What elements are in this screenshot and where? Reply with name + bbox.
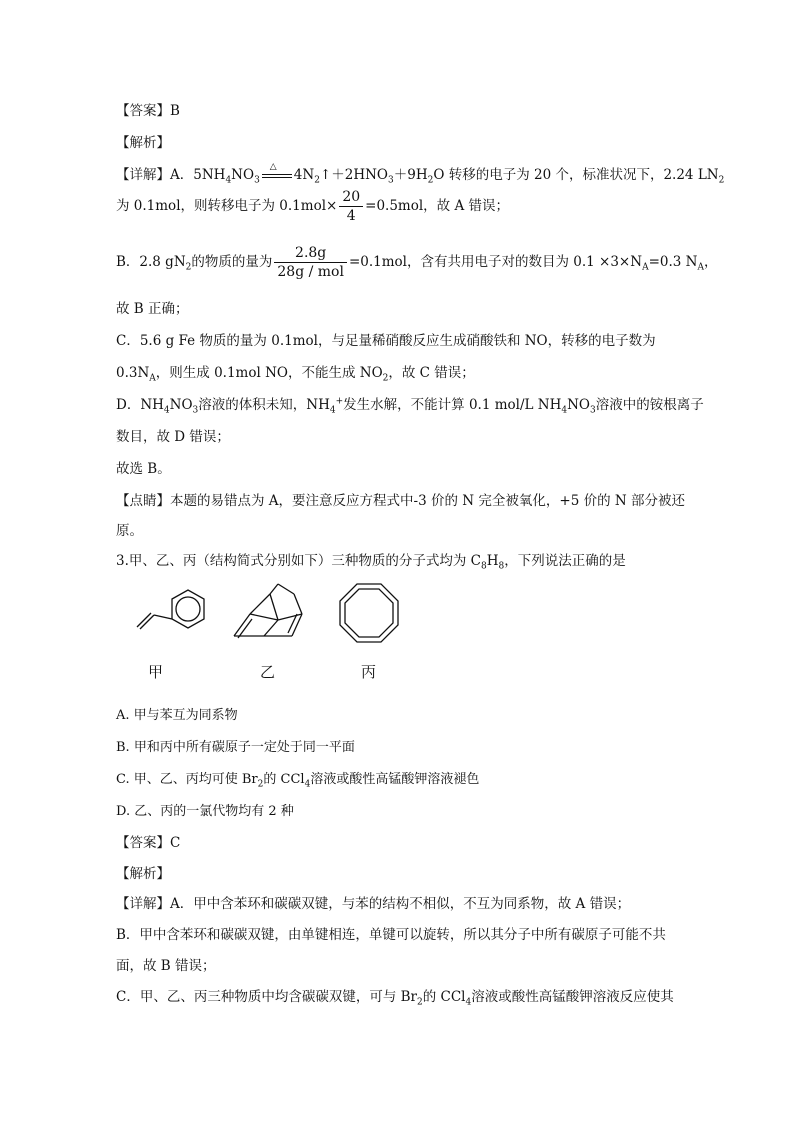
question-3-stem [116, 551, 626, 571]
text: H [486, 553, 499, 569]
text: 为 0.1mol，则转移电子为 0.1mol× [116, 198, 338, 214]
bond [270, 594, 278, 620]
option-d: D. 乙、丙的一氯代物均有 2 种 [116, 804, 294, 819]
text: A．甲中含苯环和碳碳双键，与苯的结构不相似，不互为同系物，故 A 错误； [170, 896, 631, 912]
text: 0.3N [116, 365, 150, 381]
fraction [274, 244, 347, 281]
q3-detail-c [116, 987, 674, 1007]
bond [278, 584, 294, 594]
detail-a-line2 [116, 188, 509, 225]
detail-a-line1 [116, 162, 725, 186]
text: 溶液中的铵根离子 [595, 397, 704, 413]
text: =0.5mol，故 A 错误； [365, 198, 510, 214]
text: 溶液或酸性高锰酸钾溶液褪色 [310, 772, 480, 787]
subscript: A [149, 373, 156, 384]
subscript: 2 [427, 175, 434, 186]
option-a: A. 甲与苯互为同系物 [116, 708, 238, 723]
detail-c-line2 [116, 363, 475, 383]
text: C．甲、乙、丙三种物质中均含碳碳双键，可与 Br [116, 989, 417, 1005]
text: D．NH [116, 397, 164, 413]
text: A．5NH [170, 167, 226, 183]
text: ， [703, 254, 718, 270]
text: 本题的易错点为 A，要注意反应方程式中-3 价的 N 完全被氧化，+5 价的 N 部分被还 [170, 493, 685, 509]
text: 溶液的体积未知，NH [198, 397, 330, 413]
answer-value: C [170, 835, 181, 851]
detail-tag: 【详解】 [116, 167, 170, 183]
option-c [116, 770, 479, 790]
text: ，则生成 0.1mol NO，不能生成 NO [155, 365, 383, 381]
answer-line-q3 [116, 833, 180, 853]
structure-yi-barrelene [222, 578, 312, 648]
bond [294, 594, 302, 614]
bond [292, 614, 302, 636]
note-tag: 【点睛】 [116, 493, 170, 509]
q3-detail-b-line2: 面，故 B 错误； [116, 958, 216, 974]
detail-d-line2: 数目，故 D 错误； [116, 429, 230, 445]
text: B．2.8 gN [116, 254, 186, 270]
answer-tag: 【答案】 [116, 103, 170, 119]
vinyl-bond [154, 615, 172, 619]
detail-c-line1: C．5.6 g Fe 物质的量为 0.1mol，与足量稀硝酸反应生成硝酸铁和 NO，转移的电子数为 [116, 333, 656, 349]
bond [278, 614, 302, 620]
note-line1 [116, 491, 685, 511]
octagon-inner [345, 589, 393, 637]
subscript: 2 [257, 779, 264, 790]
text: ，故 C 错误； [388, 365, 475, 381]
bond [264, 620, 278, 636]
text: ↑＋2HNO [319, 167, 388, 183]
choose-line: 故选 B。 [116, 461, 171, 477]
text: ，下列说法正确的是 [504, 553, 626, 569]
subscript: 3 [192, 405, 199, 416]
bond [270, 584, 278, 594]
fraction [339, 188, 363, 225]
label-yi: 乙 [260, 663, 276, 681]
option-b: B. 甲和丙中所有碳原子一定处于同一平面 [116, 740, 355, 755]
subscript: 4 [329, 405, 336, 416]
superscript: + [335, 396, 344, 407]
text: =0.3 N [648, 254, 698, 270]
text: C. 甲、乙、丙均可使 Br [116, 772, 258, 787]
label-bing: 丙 [361, 663, 377, 681]
text: 的物质的量为 [191, 254, 273, 270]
subscript: 2 [314, 175, 320, 186]
subscript: 3 [589, 405, 596, 416]
subscript: 2 [718, 175, 725, 186]
subscript: 3 [254, 175, 260, 186]
bond [250, 594, 270, 614]
structure-bing-cyclooctatetraene [332, 578, 412, 658]
analysis-tag-q3: 【解析】 [116, 866, 170, 882]
text: 3.甲、乙、丙（结构简式分别如下）三种物质的分子式均为 C [116, 553, 482, 569]
q3-detail-a [116, 894, 630, 914]
subscript: 8 [481, 561, 487, 572]
text: 发生水解，不能计算 0.1 mol/L NH [343, 397, 562, 413]
answer-tag: 【答案】 [116, 835, 170, 851]
subscript: 4 [561, 405, 568, 416]
text: 的 CCl [422, 989, 466, 1005]
subscript: 4 [304, 779, 311, 790]
note-line2: 原。 [116, 523, 143, 539]
benzene-ring [172, 590, 204, 628]
fraction-numerator: 20 [339, 188, 363, 207]
bond [250, 614, 278, 620]
subscript: 2 [185, 262, 192, 273]
text: NO [169, 397, 193, 413]
answer-line [116, 101, 180, 121]
detail-d-line1 [116, 395, 704, 415]
subscript: 3 [388, 175, 394, 186]
subscript: 2 [382, 373, 389, 384]
subscript: 4 [225, 175, 232, 186]
subscript: A [697, 262, 704, 273]
subscript: 4 [163, 405, 170, 416]
fraction-denominator: 28g / mol [277, 264, 344, 280]
analysis-tag: 【解析】 [116, 135, 170, 151]
label-jia: 甲 [148, 663, 164, 681]
heat-equals-sign: △ [260, 165, 294, 185]
detail-b-line2: 故 B 正确； [116, 301, 189, 317]
text: NO [231, 167, 255, 183]
fraction-denominator: 4 [346, 208, 356, 224]
aromatic-circle [176, 597, 200, 621]
text: 溶液或酸性高锰酸钾溶液反应使其 [471, 989, 674, 1005]
subscript: 4 [465, 997, 472, 1008]
detail-tag: 【详解】 [116, 896, 170, 912]
text: O 转移的电子为 20 个，标准状况下，2.24 LN [433, 167, 719, 183]
subscript: A [642, 262, 649, 273]
subscript: 2 [417, 997, 423, 1008]
answer-value: B [170, 103, 180, 119]
octagon-outer [340, 584, 398, 642]
fraction-numerator: 2.8g [274, 244, 347, 263]
q3-detail-b-line1: B．甲中含苯环和碳碳双键，由单键相连，单键可以旋转，所以其分子中所有碳原子可能不共 [116, 927, 666, 943]
detail-b-line1 [116, 244, 717, 281]
text: NO [567, 397, 590, 413]
text: ＋9H [393, 167, 428, 183]
text: =0.1mol，含有共用电子对的数目为 0.1 ×3×N [348, 254, 643, 270]
text: 4N [293, 167, 315, 183]
subscript: 8 [498, 561, 505, 572]
text: 的 CCl [263, 772, 305, 787]
